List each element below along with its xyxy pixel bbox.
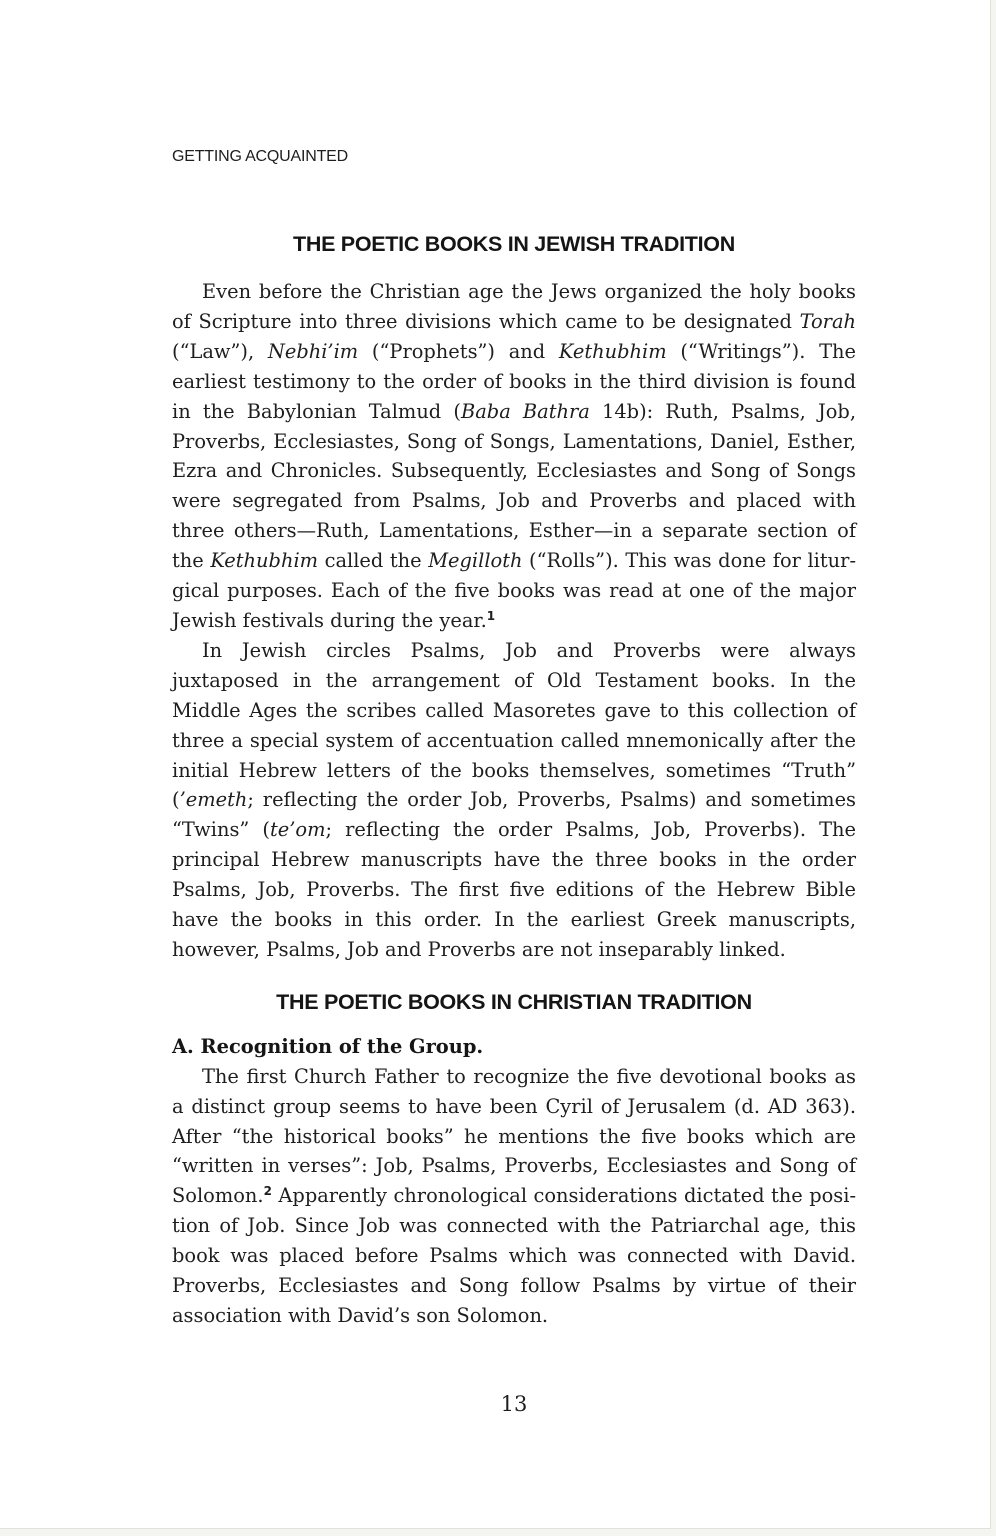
text-run: 14b): Ruth, Psalms, Job, Proverbs, Ecclesiastes, Song of Songs, Lamentations, Daniel, Esther, Ezra and Chronicles. Subsequently, Ecclesiastes and Song of Songs were segregated from Psalms, Job and Proverbs and placed with three others—Ruth, Lamentations, Esther—in a separate section of the	[172, 399, 857, 573]
text-run: Even before the Christian age the Jews organized the holy books of Scripture into three divisions which came to be designated	[172, 280, 856, 333]
page-number: 13	[500, 1392, 528, 1416]
italic-term: Torah	[799, 309, 856, 333]
text-run: (“Rolls”). This was done for liturgical purposes. Each of the five books was read at one of the major Jewish festivals during the year.	[172, 549, 856, 632]
footnote-marker-2[interactable]: 2	[263, 1184, 272, 1199]
text-run: In Jewish circles Psalms, Job and Proverbs were always juxtaposed in the arrangement of Old Testament books. In the Middle Ages the scribes called Masoretes gave to this collection of three a special system of accentuation called mnemonically after the initial Hebrew letters of the books themselves, sometimes “Truth” (	[172, 638, 856, 812]
text-run: (“Law”),	[172, 339, 268, 363]
subheading-recognition: A. Recognition of the Group.	[172, 1034, 484, 1058]
text-run: (“Writings”). The earliest testimony to the order of books in the third division is found in the Babylonian Talmud (	[172, 339, 856, 423]
paragraph-jewish-circles	[172, 636, 856, 965]
italic-term: te’om	[269, 818, 326, 842]
italic-term: ’emeth	[179, 788, 248, 812]
text-run: (“Prophets”) and	[358, 339, 559, 363]
text-run: ; reflecting the order Psalms, Job, Proverbs). The principal Hebrew manuscripts have the three books in the order Psalms, Job, Proverbs. The first five editions of the Hebrew Bible have the books in this order. In the earliest Greek manuscripts, however, Psalms, Job and Proverbs are not inseparably linked.	[172, 818, 856, 961]
page-body	[172, 228, 856, 1331]
paragraph-jewish-divisions	[172, 277, 856, 636]
italic-term: Kethubhim	[558, 339, 667, 363]
text-run: called the	[318, 549, 429, 573]
text-run: Apparently chronological considerations dictated the position of Job. Since Job was connected with the Patriarchal age, this book was placed before Psalms which was connected with David. Proverbs, Ecclesiastes and Song follow Psalms by virtue of their association with David’s son Solomon.	[172, 1184, 856, 1327]
running-head: GETTING ACQUAINTED	[172, 148, 348, 165]
italic-term: Baba Bathra	[460, 399, 590, 423]
footnote-marker-1[interactable]: 1	[486, 608, 496, 623]
italic-term: Kethubhim	[210, 549, 319, 573]
section-heading-jewish-tradition: THE POETIC BOOKS IN JEWISH TRADITION	[293, 232, 735, 256]
text-run: The first Church Father to recognize the five devotional books as a distinct group seems to have been Cyril of Jerusalem (d. AD 363). After “the historical books” he mentions the five books which are “written in verses”: Job, Psalms, Proverbs, Ecclesiastes and Song of Solomon.	[172, 1064, 856, 1208]
italic-term: Megilloth	[428, 549, 523, 573]
paragraph-recognition	[172, 1062, 856, 1331]
text-run: ; reflecting the order Job, Proverbs, Psalms) and sometimes “Twins” (	[172, 788, 856, 842]
italic-term: Nebhi’im	[267, 339, 359, 363]
section-heading-christian-tradition: THE POETIC BOOKS IN CHRISTIAN TRADITION	[276, 989, 752, 1014]
